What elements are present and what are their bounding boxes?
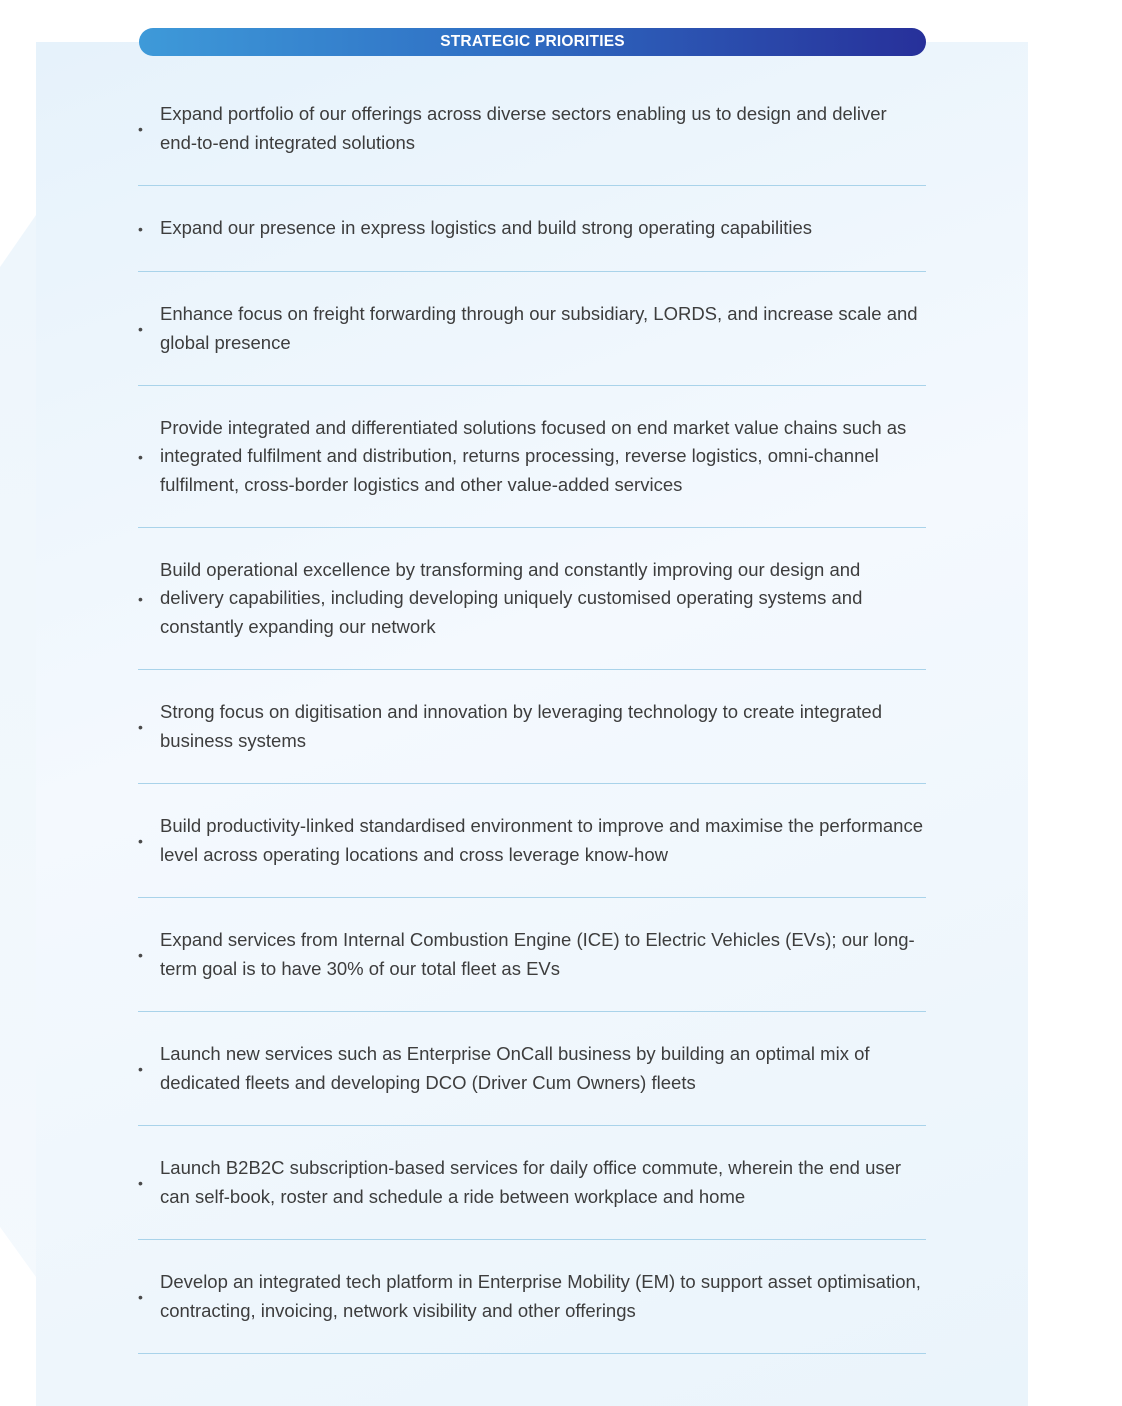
bullet-icon: • <box>138 220 143 237</box>
priority-text: Develop an integrated tech platform in Enterprise Mobility (EM) to support asset optimisation, contracting, invoicing, network visibility and other offerings <box>160 1271 921 1321</box>
priority-text: Enhance focus on freight forwarding through our subsidiary, LORDS, and increase scale and global presence <box>160 303 918 353</box>
list-item <box>138 386 926 528</box>
priority-text: Expand services from Internal Combustion Engine (ICE) to Electric Vehicles (EVs); our long-term goal is to have 30% of our total fleet as EVs <box>160 929 915 979</box>
list-item <box>138 898 926 1012</box>
list-item <box>138 1012 926 1126</box>
bullet-icon: • <box>138 1174 143 1191</box>
priority-text: Build operational excellence by transforming and constantly improving our design and delivery capabilities, including developing uniquely customised operating systems and constantly expanding our network <box>160 558 863 637</box>
list-item <box>138 670 926 784</box>
bullet-icon: • <box>138 120 143 137</box>
priority-text: Expand portfolio of our offerings across diverse sectors enabling us to design and deliver end-to-end integrated solutions <box>160 103 887 153</box>
priority-text: Build productivity-linked standardised environment to improve and maximise the performance level across operating locations and cross leverage know-how <box>160 815 923 865</box>
priority-text: Expand our presence in express logistics and build strong operating capabilities <box>160 217 812 239</box>
bullet-icon: • <box>138 590 143 607</box>
bullet-icon: • <box>138 448 143 465</box>
priority-text: Provide integrated and differentiated solutions focused on end market value chains such as integrated fulfilment and distribution, returns processing, reverse logistics, omni-channel fulfilment, cross-border logistics and other value-added services <box>160 416 907 495</box>
section-title: STRATEGIC PRIORITIES <box>440 33 625 50</box>
priority-text: Launch B2B2C subscription-based services for daily office commute, wherein the end user can self-book, roster and schedule a ride between workplace and home <box>160 1157 902 1207</box>
section-header <box>139 28 926 56</box>
list-item <box>138 528 926 670</box>
bullet-icon: • <box>138 718 143 735</box>
bullet-icon: • <box>138 946 143 963</box>
priority-text: Launch new services such as Enterprise OnCall business by building an optimal mix of dedicated fleets and developing DCO (Driver Cum Owners) fleets <box>160 1043 870 1093</box>
bullet-icon: • <box>138 1060 143 1077</box>
list-item <box>138 1126 926 1240</box>
list-item <box>138 72 926 186</box>
list-item <box>138 186 926 272</box>
list-item <box>138 784 926 898</box>
list-item <box>138 272 926 386</box>
bullet-icon: • <box>138 320 143 337</box>
bullet-icon: • <box>138 832 143 849</box>
bullet-icon: • <box>138 1288 143 1305</box>
list-item <box>138 1240 926 1354</box>
priority-text: Strong focus on digitisation and innovation by leveraging technology to create integrated business systems <box>160 701 882 751</box>
priorities-list <box>138 72 926 1354</box>
